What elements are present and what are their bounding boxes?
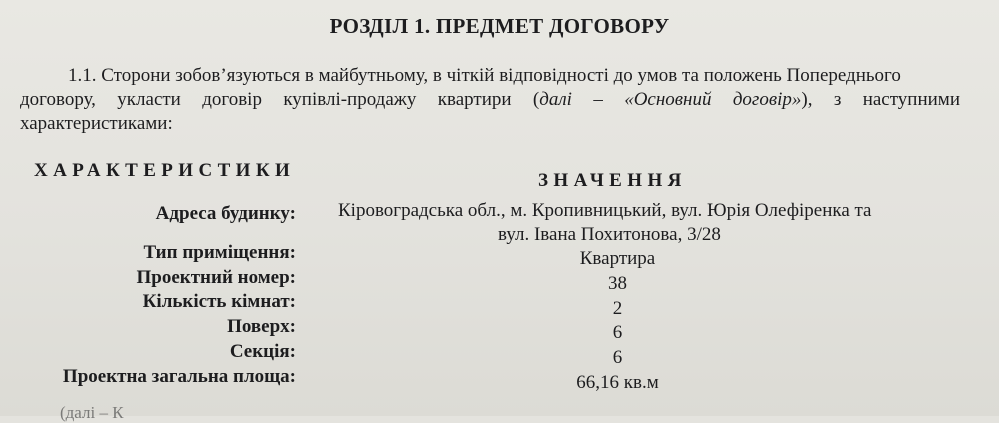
clause-line-2 — [20, 88, 960, 112]
row-value-premises-type: Квартира — [579, 248, 656, 269]
cut-off-next-line: (далі – К — [60, 403, 124, 422]
row-label-area: Проектна загальна площа: — [62, 366, 296, 387]
row-value-address-line1: Кіровоградська обл., м. Кропивницький, вул. Юрія Олефіренка та — [338, 200, 872, 221]
clause-paragraph — [20, 64, 960, 136]
row-value-section: 6 — [612, 347, 623, 368]
values-header: ЗНАЧЕННЯ — [538, 170, 687, 191]
row-label-project-number: Проектний номер: — [136, 267, 296, 288]
row-value-floor: 6 — [612, 322, 623, 343]
clause-line-3: характеристиками: — [20, 113, 173, 134]
row-value-area: 66,16 кв.м — [576, 372, 659, 393]
row-value-project-number: 38 — [608, 273, 627, 294]
section-title: РОЗДІЛ 1. ПРЕДМЕТ ДОГОВОРУ — [329, 14, 670, 38]
row-label-rooms: Кількість кімнат: — [142, 291, 296, 312]
clause-line-2-italic: далі – «Основний договір» — [539, 89, 802, 110]
clause-line-2-start: договору, укласти договір купівлі-продажу квартири ( — [20, 89, 540, 110]
clause-line-1: 1.1. Сторони зобов’язуються в майбутньому, в чіткій відповідності до умов та положень Попереднього — [68, 65, 901, 86]
row-label-section: Секція: — [229, 341, 296, 362]
characteristics-header: ХАРАКТЕРИСТИКИ — [34, 160, 296, 181]
row-label-address: Адреса будинку: — [155, 203, 296, 224]
row-value-address-line2: вул. Івана Похитонова, 3/28 — [498, 224, 721, 245]
row-label-floor: Поверх: — [227, 316, 296, 337]
row-value-rooms: 2 — [612, 298, 623, 319]
row-label-premises-type: Тип приміщення: — [143, 242, 296, 263]
clause-line-2-end: ), з наступними — [801, 89, 960, 110]
